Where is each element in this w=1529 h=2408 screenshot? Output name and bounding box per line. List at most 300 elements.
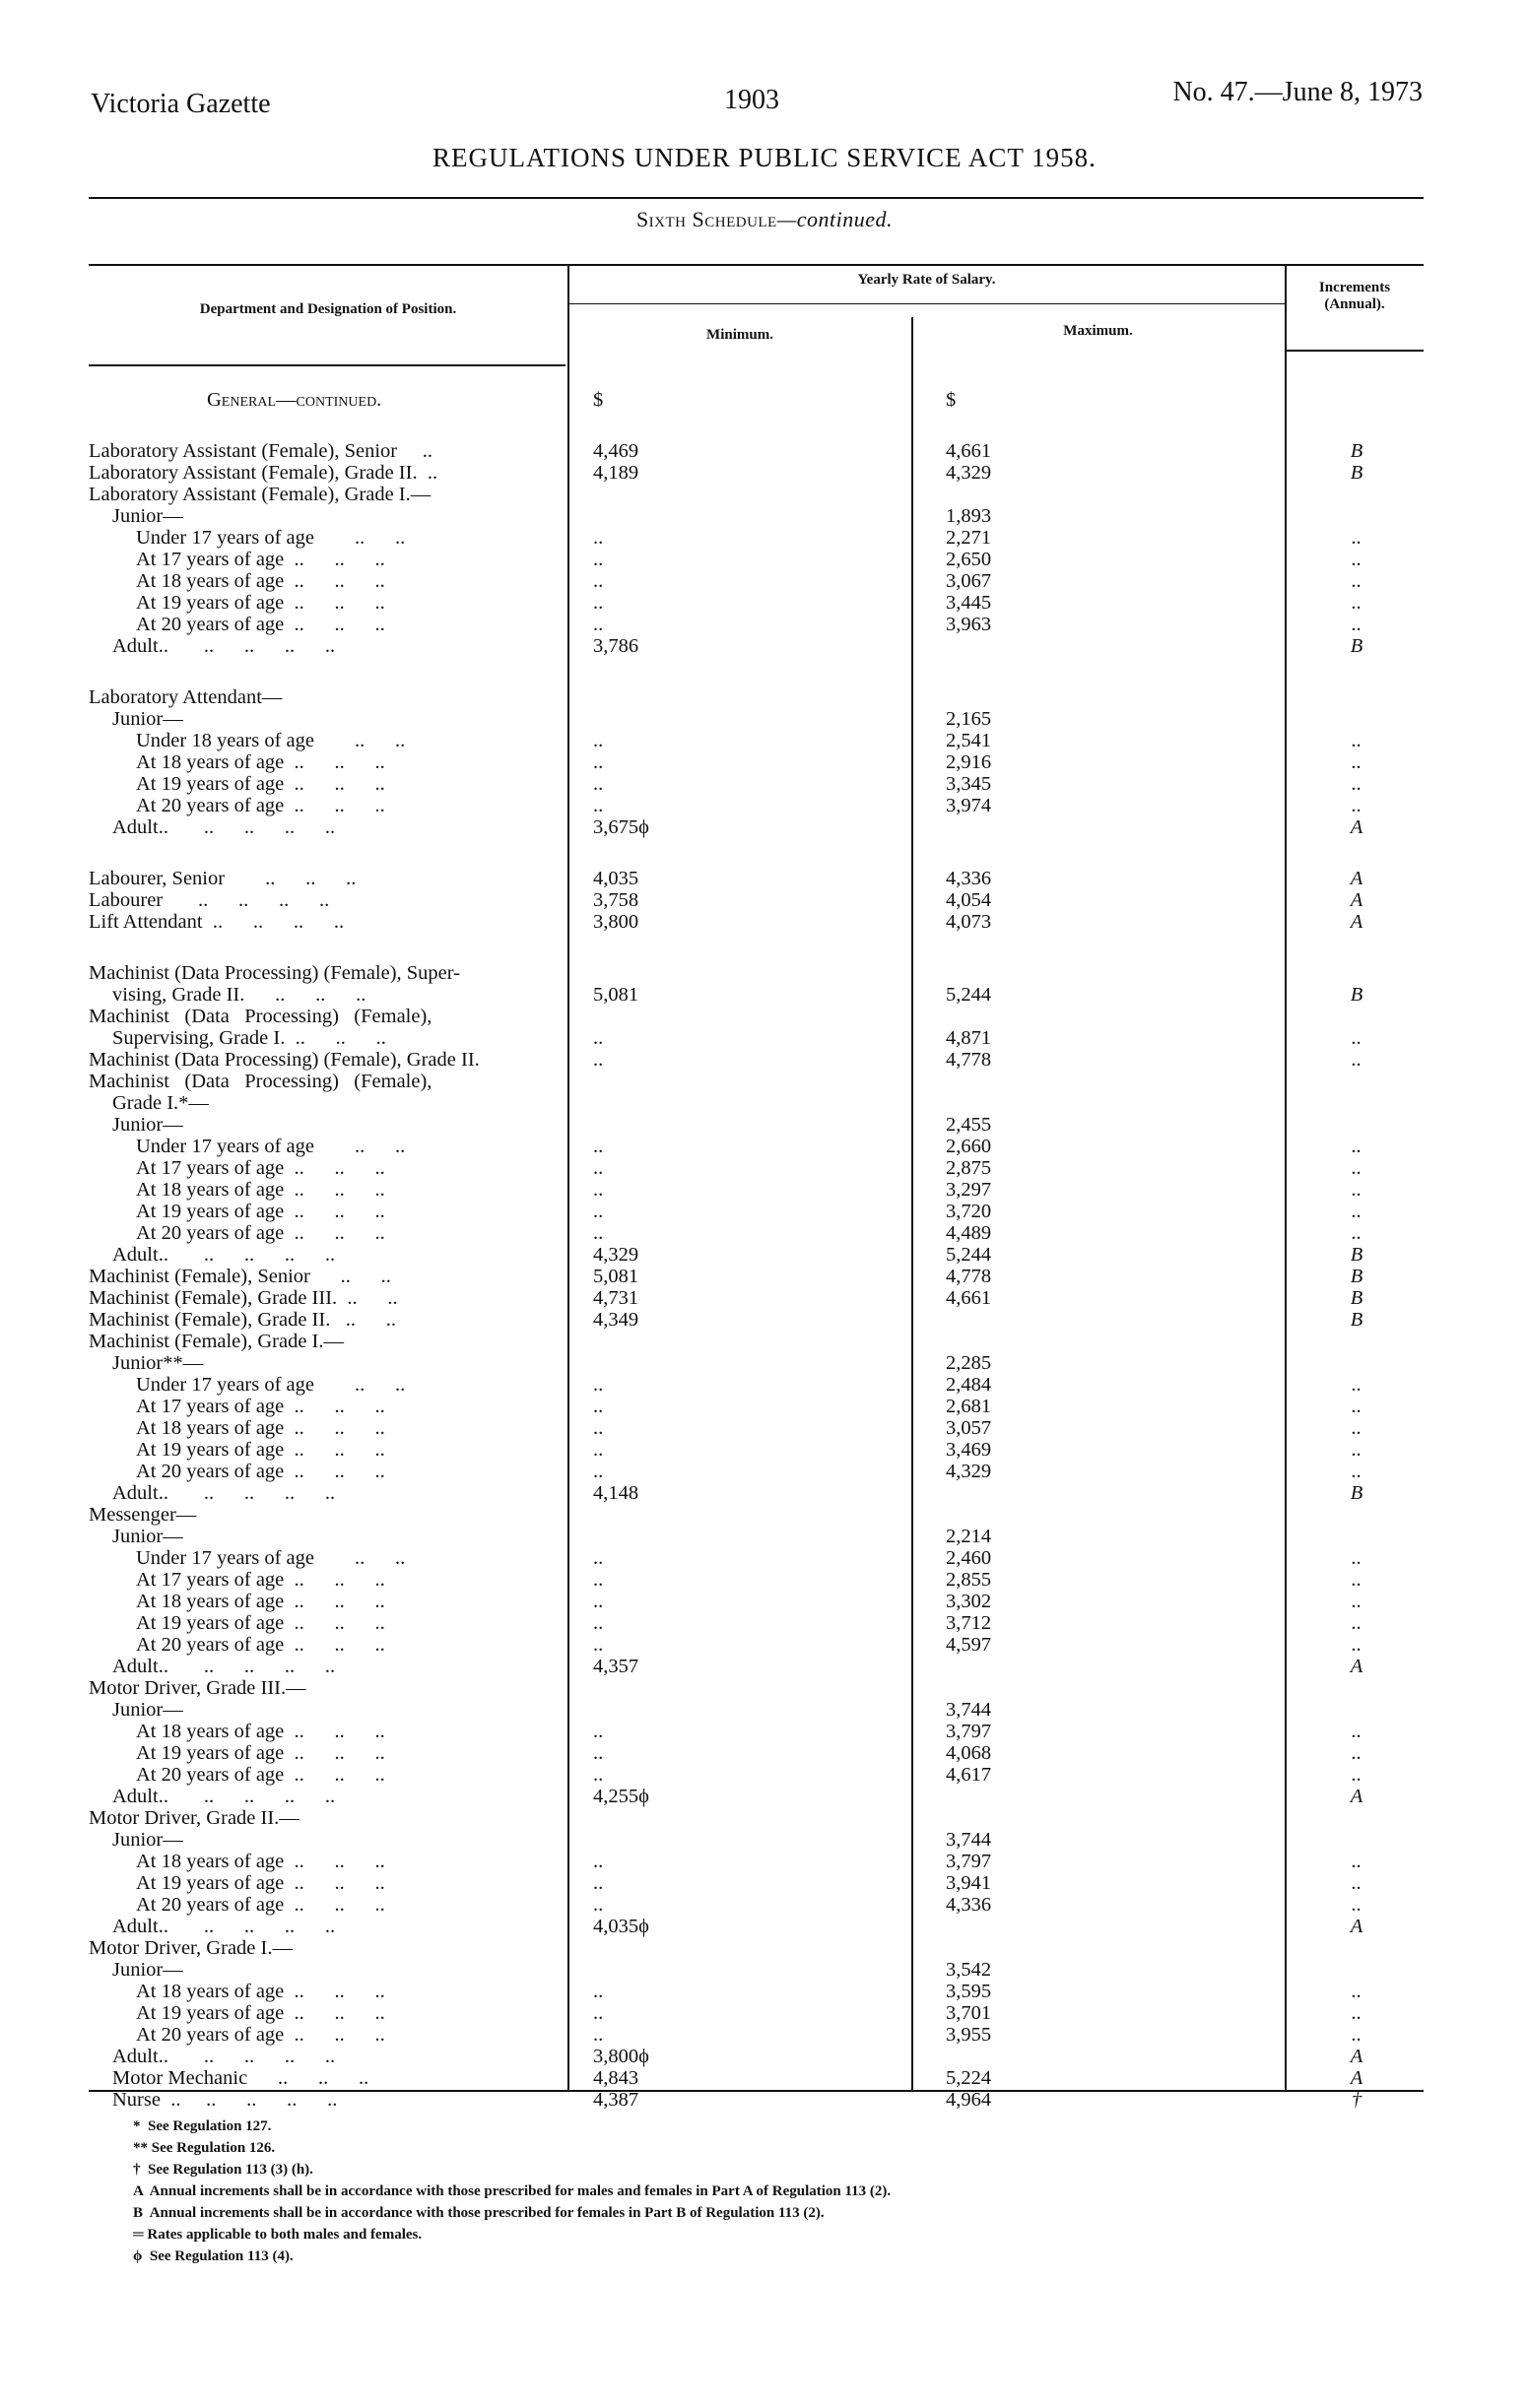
minimum-salary: 4,329 — [593, 1244, 639, 1266]
position-label: Motor Driver, Grade III.— — [89, 1677, 306, 1699]
minimum-salary: .. — [593, 773, 604, 795]
schedule-suffix: —continued. — [776, 207, 894, 231]
spacer-row — [89, 933, 1429, 962]
table-row — [89, 1461, 1429, 1482]
position-label: Adult.. .. .. .. .. — [112, 1916, 336, 1937]
position-label: At 18 years of age .. .. .. — [136, 1417, 385, 1439]
maximum-salary: 2,660 — [946, 1136, 992, 1157]
position-label: At 19 years of age .. .. .. — [136, 592, 385, 614]
minimum-salary: .. — [593, 1417, 604, 1439]
position-label: Machinist (Female), Grade II. .. .. — [89, 1309, 396, 1331]
table-row — [89, 889, 1429, 911]
table-row — [89, 549, 1429, 570]
position-label: At 19 years of age .. .. .. — [136, 1872, 385, 1894]
minimum-salary: .. — [593, 570, 604, 592]
position-label: General—continued. — [207, 389, 382, 411]
minimum-salary: .. — [593, 1179, 604, 1201]
position-label: Under 17 years of age .. .. — [136, 527, 406, 549]
increment-code: .. — [1351, 1136, 1363, 1157]
position-label: Machinist (Female), Senior .. .. — [89, 1266, 391, 1287]
footnote: B Annual increments shall be in accordance with those prescribed for females in Part B of Regulation 113 (2). — [133, 2205, 825, 2221]
minimum-salary: 5,081 — [593, 1266, 639, 1287]
minimum-salary: 3,800 — [593, 911, 639, 933]
maximum-salary: 3,963 — [946, 614, 992, 635]
minimum-salary: .. — [593, 1374, 604, 1396]
maximum-salary: 3,067 — [946, 570, 992, 592]
maximum-salary: 4,489 — [946, 1222, 992, 1244]
salary-header-rule — [568, 303, 1285, 304]
table-row — [89, 1526, 1429, 1547]
increment-code: .. — [1351, 614, 1363, 635]
maximum-salary: 3,720 — [946, 1201, 992, 1222]
maximum-salary: 2,541 — [946, 730, 992, 751]
increment-code: B — [1350, 984, 1363, 1006]
table-row — [89, 1071, 1429, 1092]
footnote: ** See Regulation 126. — [133, 2140, 276, 2156]
table-row — [89, 462, 1429, 484]
position-label: Machinist (Data Processing) (Female), Grade II. — [89, 1049, 480, 1071]
maximum-salary: 4,073 — [946, 911, 992, 933]
table-row — [89, 1374, 1429, 1396]
minimum-salary: 4,387 — [593, 2089, 639, 2111]
minimum-salary: .. — [593, 1612, 604, 1634]
table-row — [89, 505, 1429, 527]
minimum-salary: 4,357 — [593, 1656, 639, 1677]
position-label: Under 17 years of age .. .. — [136, 1374, 406, 1396]
footnote: † See Regulation 113 (3) (h). — [133, 2162, 313, 2178]
maximum-salary: 4,336 — [946, 1894, 992, 1916]
increment-code: .. — [1351, 795, 1363, 816]
minimum-salary: 4,035 — [593, 868, 639, 889]
table-row — [89, 795, 1429, 816]
maximum-salary: 4,329 — [946, 1461, 992, 1482]
position-label: Grade I.*— — [112, 1092, 209, 1114]
increment-code: B — [1350, 1244, 1363, 1266]
table-row — [89, 1201, 1429, 1222]
position-label: Machinist (Data Processing) (Female), — [89, 1006, 432, 1027]
increment-code: B — [1350, 1287, 1363, 1309]
increment-code: .. — [1351, 1569, 1363, 1591]
table-row — [89, 2067, 1429, 2089]
minimum-salary: .. — [593, 1634, 604, 1656]
table-row — [89, 2089, 1429, 2111]
table-row — [89, 1352, 1429, 1374]
position-label: At 18 years of age .. .. .. — [136, 1981, 385, 2002]
position-label: At 18 years of age .. .. .. — [136, 570, 385, 592]
minimum-salary: 4,843 — [593, 2067, 639, 2089]
minimum-salary: .. — [593, 795, 604, 816]
position-label: Laboratory Attendant— — [89, 686, 283, 708]
table-row — [89, 1591, 1429, 1612]
position-label: At 20 years of age .. .. .. — [136, 2024, 385, 2046]
table-row — [89, 2046, 1429, 2067]
position-label: vising, Grade II. .. .. .. — [112, 984, 366, 1006]
table-row — [89, 1872, 1429, 1894]
maximum-salary: 3,955 — [946, 2024, 992, 2046]
footnote: A Annual increments shall be in accordance with those prescribed for males and females in Part A of Regulation 113 (2). — [133, 2183, 892, 2199]
position-label: At 18 years of age .. .. .. — [136, 1721, 385, 1742]
table-row — [89, 1677, 1429, 1699]
table-row — [89, 1049, 1429, 1071]
position-label: At 19 years of age .. .. .. — [136, 1439, 385, 1461]
table-row — [89, 1309, 1429, 1331]
increment-code: .. — [1351, 1179, 1363, 1201]
minimum-salary: 4,035ϕ — [593, 1916, 649, 1937]
minimum-salary: 3,675ϕ — [593, 816, 649, 838]
title-rule — [89, 197, 1424, 199]
minimum-salary: .. — [593, 1222, 604, 1244]
position-label: At 18 years of age .. .. .. — [136, 1179, 385, 1201]
table-row — [89, 1634, 1429, 1656]
minimum-salary: .. — [593, 2024, 604, 2046]
increment-code: .. — [1351, 773, 1363, 795]
maximum-salary: 4,964 — [946, 2089, 992, 2111]
table-row — [89, 614, 1429, 635]
position-label: Adult.. .. .. .. .. — [112, 1482, 336, 1504]
position-label: Motor Driver, Grade II.— — [89, 1807, 299, 1829]
increment-code: .. — [1351, 1201, 1363, 1222]
minimum-salary: .. — [593, 1591, 604, 1612]
schedule-title — [0, 207, 1529, 232]
maximum-salary: 3,744 — [946, 1699, 992, 1721]
increment-code: .. — [1351, 1612, 1363, 1634]
minimum-salary: 3,786 — [593, 635, 639, 657]
maximum-salary: 2,285 — [946, 1352, 992, 1374]
minimum-salary: .. — [593, 1851, 604, 1872]
increment-code: .. — [1351, 570, 1363, 592]
issue-date: No. 47.—June 8, 1973 — [1172, 77, 1423, 107]
maximum-salary: 3,974 — [946, 795, 992, 816]
maximum-salary: 3,595 — [946, 1981, 992, 2002]
minimum-salary: 3,758 — [593, 889, 639, 911]
minimum-salary: $ — [593, 389, 604, 411]
position-label: Laboratory Assistant (Female), Senior .. — [89, 440, 433, 462]
position-label: At 19 years of age .. .. .. — [136, 1612, 385, 1634]
spacer-row — [89, 657, 1429, 686]
minimum-salary: .. — [593, 1721, 604, 1742]
increment-code: .. — [1351, 1981, 1363, 2002]
position-label: Junior— — [112, 708, 183, 730]
table-row — [89, 751, 1429, 773]
position-label: At 18 years of age .. .. .. — [136, 1591, 385, 1612]
column-header-minimum: Minimum. — [706, 327, 773, 343]
position-label: Labourer, Senior .. .. .. — [89, 868, 357, 889]
increment-code: A — [1350, 2046, 1363, 2067]
maximum-salary: 3,297 — [946, 1179, 992, 1201]
column-header-increments: Increments (Annual). — [1318, 280, 1391, 312]
increment-code: .. — [1351, 1157, 1363, 1179]
increment-code: A — [1350, 816, 1363, 838]
increment-code: .. — [1351, 1417, 1363, 1439]
table-row — [89, 686, 1429, 708]
maximum-salary: 4,661 — [946, 1287, 992, 1309]
position-label: Junior— — [112, 1526, 183, 1547]
maximum-salary: 5,244 — [946, 984, 992, 1006]
schedule-name: Sixth Schedule — [635, 207, 777, 231]
position-label: At 20 years of age .. .. .. — [136, 614, 385, 635]
maximum-salary: 4,617 — [946, 1764, 992, 1786]
minimum-salary: .. — [593, 1461, 604, 1482]
increment-code: B — [1350, 440, 1363, 462]
increment-code: .. — [1351, 2024, 1363, 2046]
minimum-salary: .. — [593, 1764, 604, 1786]
position-label: Junior— — [112, 1114, 183, 1136]
minimum-salary: .. — [593, 1894, 604, 1916]
table-row — [89, 1006, 1429, 1027]
position-label: At 20 years of age .. .. .. — [136, 1222, 385, 1244]
position-label: Adult.. .. .. .. .. — [112, 1786, 336, 1807]
position-label: Adult.. .. .. .. .. — [112, 1244, 336, 1266]
position-label: Laboratory Assistant (Female), Grade II. .. — [89, 462, 438, 484]
increment-code: B — [1350, 635, 1363, 657]
position-label: Laboratory Assistant (Female), Grade I.— — [89, 484, 432, 505]
minimum-salary: .. — [593, 1049, 604, 1071]
maximum-salary: 4,068 — [946, 1742, 992, 1764]
table-row — [89, 1894, 1429, 1916]
column-header-yearly-rate: Yearly Rate of Salary. — [857, 272, 996, 288]
increment-code: B — [1350, 462, 1363, 484]
position-label: At 20 years of age .. .. .. — [136, 1764, 385, 1786]
maximum-salary: 4,661 — [946, 440, 992, 462]
table-row — [89, 1851, 1429, 1872]
increment-code: .. — [1351, 1374, 1363, 1396]
maximum-salary: 2,855 — [946, 1569, 992, 1591]
increment-code: A — [1350, 911, 1363, 933]
minimum-salary: .. — [593, 1027, 604, 1049]
position-label: Junior— — [112, 505, 183, 527]
table-row — [89, 984, 1429, 1006]
maximum-salary: 4,778 — [946, 1049, 992, 1071]
minimum-salary: .. — [593, 549, 604, 570]
spacer-row — [89, 838, 1429, 868]
position-label: At 19 years of age .. .. .. — [136, 773, 385, 795]
position-label: At 19 years of age .. .. .. — [136, 2002, 385, 2024]
table-row — [89, 1807, 1429, 1829]
table-row — [89, 1027, 1429, 1049]
column-header-department: Department and Designation of Position. — [199, 301, 457, 317]
increment-code: A — [1350, 1916, 1363, 1937]
position-label: At 17 years of age .. .. .. — [136, 1396, 385, 1417]
table-row — [89, 1764, 1429, 1786]
position-label: Adult.. .. .. .. .. — [112, 2046, 336, 2067]
position-label: Supervising, Grade I. .. .. .. — [112, 1027, 386, 1049]
position-label: Nurse .. .. .. .. .. — [112, 2089, 338, 2111]
position-label: At 19 years of age .. .. .. — [136, 1742, 385, 1764]
increment-code: A — [1350, 2067, 1363, 2089]
maximum-salary: 3,302 — [946, 1591, 992, 1612]
maximum-salary: 2,271 — [946, 527, 992, 549]
maximum-salary: 3,744 — [946, 1829, 992, 1851]
maximum-salary: 2,460 — [946, 1547, 992, 1569]
position-label: Motor Driver, Grade I.— — [89, 1937, 293, 1959]
position-label: Machinist (Data Processing) (Female), — [89, 1071, 432, 1092]
table-row — [89, 1786, 1429, 1807]
table-row — [89, 1742, 1429, 1764]
maximum-salary: 4,329 — [946, 462, 992, 484]
position-label: Labourer .. .. .. .. — [89, 889, 330, 911]
position-label: Junior— — [112, 1699, 183, 1721]
position-label: At 17 years of age .. .. .. — [136, 1157, 385, 1179]
maximum-salary: 5,224 — [946, 2067, 992, 2089]
increment-code: .. — [1351, 527, 1363, 549]
table-row — [89, 1916, 1429, 1937]
increment-code: .. — [1351, 1049, 1363, 1071]
table-row — [89, 911, 1429, 933]
table-row — [89, 708, 1429, 730]
page-title: REGULATIONS UNDER PUBLIC SERVICE ACT 1958. — [432, 143, 1097, 172]
position-label: Under 17 years of age .. .. — [136, 1547, 406, 1569]
minimum-salary: 4,148 — [593, 1482, 639, 1504]
minimum-salary: 4,255ϕ — [593, 1786, 649, 1807]
table-row — [89, 1287, 1429, 1309]
maximum-salary: 3,797 — [946, 1851, 992, 1872]
table-top-rule — [89, 264, 1424, 266]
increment-code: B — [1350, 1309, 1363, 1331]
table-row — [89, 1417, 1429, 1439]
table-row — [89, 773, 1429, 795]
position-label: At 20 years of age .. .. .. — [136, 795, 385, 816]
position-label: Adult.. .. .. .. .. — [112, 816, 336, 838]
minimum-salary: 4,349 — [593, 1309, 639, 1331]
position-label: Junior**— — [112, 1352, 204, 1374]
increment-code: .. — [1351, 1872, 1363, 1894]
position-label: At 17 years of age .. .. .. — [136, 549, 385, 570]
position-label: Adult.. .. .. .. .. — [112, 1656, 336, 1677]
minimum-salary: .. — [593, 1439, 604, 1461]
minimum-salary: .. — [593, 730, 604, 751]
maximum-salary: 2,484 — [946, 1374, 992, 1396]
minimum-salary: .. — [593, 1157, 604, 1179]
table-row — [89, 592, 1429, 614]
maximum-salary: 4,871 — [946, 1027, 992, 1049]
maximum-salary: 4,054 — [946, 889, 992, 911]
increment-code: .. — [1351, 1222, 1363, 1244]
maximum-salary: 3,057 — [946, 1417, 992, 1439]
table-row — [89, 816, 1429, 838]
table-row — [89, 1829, 1429, 1851]
table-row — [89, 1157, 1429, 1179]
increment-code: .. — [1351, 1742, 1363, 1764]
maximum-salary: $ — [946, 389, 957, 411]
increment-code: B — [1350, 1482, 1363, 1504]
position-label: At 17 years of age .. .. .. — [136, 1569, 385, 1591]
footnotes — [133, 2115, 891, 2267]
footnote: ═ Rates applicable to both males and females. — [133, 2227, 423, 2243]
increment-code: A — [1350, 1656, 1363, 1677]
minimum-salary: 3,800ϕ — [593, 2046, 649, 2067]
increment-code: .. — [1351, 1721, 1363, 1742]
table-row — [89, 730, 1429, 751]
table-row — [89, 1504, 1429, 1526]
increment-code: .. — [1351, 1547, 1363, 1569]
minimum-salary: 4,731 — [593, 1287, 639, 1309]
minimum-salary: 4,469 — [593, 440, 639, 462]
increment-code: .. — [1351, 1764, 1363, 1786]
maximum-salary: 3,345 — [946, 773, 992, 795]
minimum-salary: .. — [593, 1396, 604, 1417]
increment-code: A — [1350, 1786, 1363, 1807]
table-row — [89, 1721, 1429, 1742]
maximum-salary: 3,712 — [946, 1612, 992, 1634]
table-row — [89, 868, 1429, 889]
table-row — [89, 2024, 1429, 2046]
table-row — [89, 1699, 1429, 1721]
increment-code: .. — [1351, 1461, 1363, 1482]
minimum-salary: .. — [593, 2002, 604, 2024]
maximum-salary: 2,165 — [946, 708, 992, 730]
increment-code: .. — [1351, 1396, 1363, 1417]
position-label: At 20 years of age .. .. .. — [136, 1461, 385, 1482]
table-row — [89, 1222, 1429, 1244]
minimum-salary: .. — [593, 1742, 604, 1764]
table-row — [89, 962, 1429, 984]
page-number: 1903 — [724, 85, 779, 115]
table-row — [89, 1612, 1429, 1634]
maximum-salary: 2,875 — [946, 1157, 992, 1179]
maximum-salary: 2,650 — [946, 549, 992, 570]
table-row — [89, 1136, 1429, 1157]
table-row — [89, 1396, 1429, 1417]
position-label: At 20 years of age .. .. .. — [136, 1894, 385, 1916]
increment-code: .. — [1351, 1439, 1363, 1461]
maximum-salary: 1,893 — [946, 505, 992, 527]
footnote: ϕ See Regulation 113 (4). — [133, 2248, 294, 2264]
position-label: Lift Attendant .. .. .. .. — [89, 911, 345, 933]
table-row — [89, 1244, 1429, 1266]
increment-code: .. — [1351, 1591, 1363, 1612]
maximum-salary: 3,797 — [946, 1721, 992, 1742]
maximum-salary: 2,455 — [946, 1114, 992, 1136]
maximum-salary: 3,445 — [946, 592, 992, 614]
publication-name: Victoria Gazette — [91, 89, 271, 119]
minimum-salary: .. — [593, 1872, 604, 1894]
salary-table-body — [89, 389, 1429, 2111]
table-row — [89, 1482, 1429, 1504]
position-label: At 19 years of age .. .. .. — [136, 1201, 385, 1222]
table-row — [89, 440, 1429, 462]
minimum-salary: 4,189 — [593, 462, 639, 484]
increment-code: A — [1350, 889, 1363, 911]
increment-code: B — [1350, 1266, 1363, 1287]
increment-code: .. — [1351, 1851, 1363, 1872]
increment-code: A — [1350, 868, 1363, 889]
position-label: Machinist (Data Processing) (Female), Super- — [89, 962, 461, 984]
increment-code: .. — [1351, 1634, 1363, 1656]
table-row — [89, 1569, 1429, 1591]
position-label: Junior— — [112, 1959, 183, 1981]
maximum-salary: 4,778 — [946, 1266, 992, 1287]
table-row — [89, 389, 1429, 411]
maximum-salary: 3,469 — [946, 1439, 992, 1461]
position-label: Machinist (Female), Grade III. .. .. — [89, 1287, 398, 1309]
table-row — [89, 570, 1429, 592]
maximum-salary: 4,336 — [946, 868, 992, 889]
increment-code: .. — [1351, 751, 1363, 773]
position-label: Adult.. .. .. .. .. — [112, 635, 336, 657]
position-label: Machinist (Female), Grade I.— — [89, 1331, 345, 1352]
maximum-salary: 4,597 — [946, 1634, 992, 1656]
table-row — [89, 1266, 1429, 1287]
minimum-salary: .. — [593, 527, 604, 549]
table-row — [89, 2002, 1429, 2024]
minimum-salary: .. — [593, 1136, 604, 1157]
position-label: At 18 years of age .. .. .. — [136, 1851, 385, 1872]
table-row — [89, 1179, 1429, 1201]
minimum-salary: .. — [593, 751, 604, 773]
minimum-salary: .. — [593, 1981, 604, 2002]
increment-code: .. — [1351, 549, 1363, 570]
maximum-salary: 3,941 — [946, 1872, 992, 1894]
